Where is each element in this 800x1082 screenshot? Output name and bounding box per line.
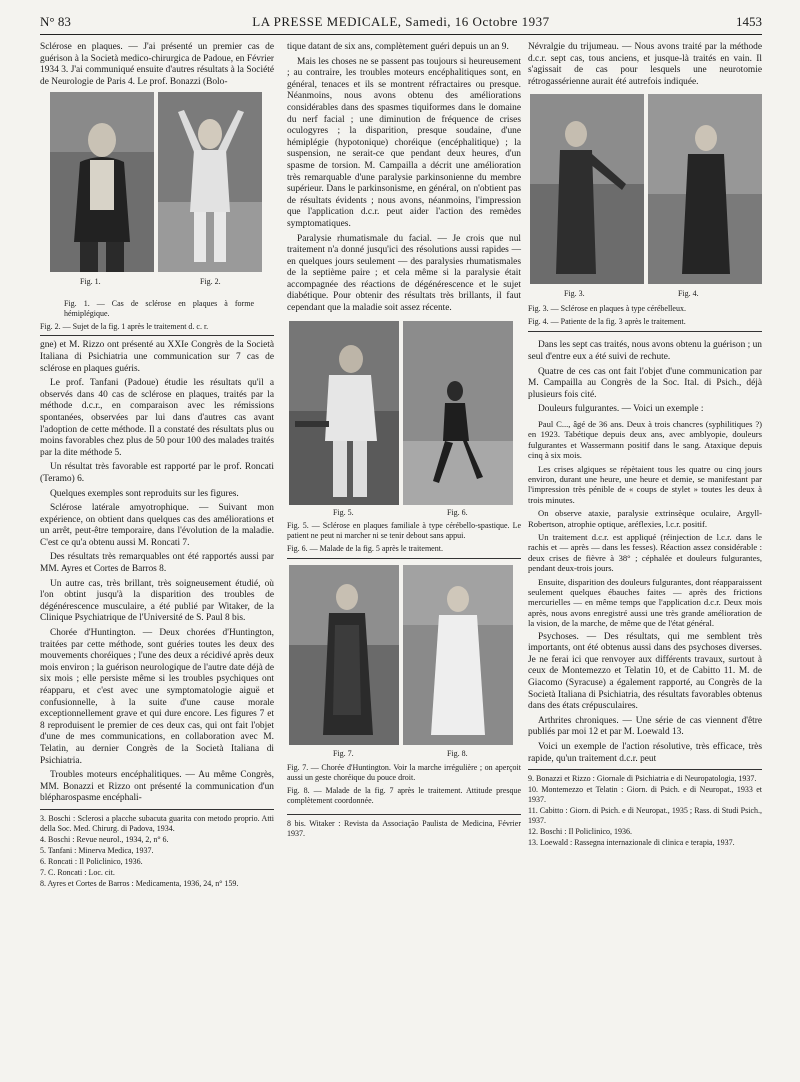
figure-label: Fig. 4.: [678, 289, 699, 299]
footnote: 11. Cabitto : Giorn. di Psich. e di Neuropat., 1935 ; Rass. di Studi Psich., 1937.: [528, 806, 762, 826]
footnote: 10. Montemezzo et Telatin : Giorn. di Psich. e di Neuropat., 1933 et 1937.: [528, 785, 762, 805]
figure-caption: Fig. 1. — Cas de sclérose en plaques à forme hémiplégique.: [64, 299, 254, 319]
column-3: [528, 42, 762, 849]
figure-caption: Fig. 2. — Sujet de la fig. 1 après le traitement d. c. r.: [40, 322, 209, 332]
footnote-rule: [528, 769, 762, 770]
footnote: 7. C. Roncati : Loc. cit.: [40, 867, 115, 877]
photo-fig-8: [403, 565, 513, 745]
footnote: 8 bis. Witaker : Revista da Associação Paulista de Medicina, Février 1937.: [287, 818, 521, 838]
footnote: 8. Ayres et Cortes de Barros : Medicamenta, 1936, 24, n° 159.: [40, 878, 239, 888]
footnote-rule: [40, 809, 274, 810]
column-1: [40, 42, 274, 890]
footnote: 9. Bonazzi et Rizzo : Giornale di Psichiatria e di Neuropatologia, 1937.: [528, 774, 757, 784]
paragraph: Voici un exemple de l'action résolutive, très efficace, très rapide, qu'un traitement d.c.r. peut: [528, 742, 762, 764]
paragraph: Sclérose en plaques. — J'ai présenté un premier cas de guérison à la Società medico-chirurgica de Padoue, en Février 1934 3. J'ai communiqué ensuite d'autres résultats à la Société de Neurologie de Paris 4. Le prof. Bonazzi (Bolo-: [40, 42, 274, 87]
paragraph: Un traitement d.c.r. est appliqué (réinjection de l.c.r. dans le rachis et — après — dans les fesses). Réaction assez considérable : deux crises de fièvre à 38° ; céphalée et douleurs fulgurantes, pendant deux-trois jours.: [528, 532, 762, 574]
page-header: [40, 14, 762, 34]
paragraph: Mais les choses ne se passent pas toujours si heureusement ; au contraire, les troubles moteurs encéphalitiques sont, en général, tenaces et ils se montrent réfractaires ou presque. Néanmoins, nous avons obtenu des améliorations considérables dans des spasmes tiquiformes dans le domaine du nerf facial ; une diminution de fréquence de crises oculogyres ; la disparition, presque soudaine, d'une hémiplégie (hypotonique) choréique (encéphalitique) ; la suspension, ne serait-ce que pendant deux heures, d'un spasme de torsion. M. Campailla a décrit une amélioration très remarquable d'une paralysie parkinsonienne du membre supérieur. Dans le parkinsonisme, en général, on n'obtient pas de résultats évidents ; nous avons, néanmoins, l'impression que l'application d.c.r. peut aider l'action des remèdes symptomatiques.: [287, 56, 521, 229]
paragraph: Névralgie du trijumeau. — Nous avons traité par la méthode d.c.r. sept cas, tous anciens, et jusque-là traités en vain. Il s'agissait de cas pour lesquels une neurotomie rétrogassérienne aurait été autrefois indiquée.: [528, 42, 762, 87]
figure-label: Fig. 2.: [200, 277, 221, 287]
paragraph: Paul C..., âgé de 36 ans. Deux à trois chancres (syphilitiques ?) en 1923. Tabétique depuis deux ans, avec amblyopie, douleurs fulgurantes et Wassermann positif dans le sang. Ataxique depuis cinq à six mois.: [528, 418, 762, 461]
figure-caption: Fig. 3. — Sclérose en plaques à type cérébelleux.: [528, 304, 686, 314]
figure-caption: Fig. 5. — Sclérose en plaques familiale à type cérébello-spastique. Le patient ne peut ni marcher ni se tenir debout sans appui.: [287, 520, 521, 540]
paragraph: Ensuite, disparition des douleurs fulgurantes, dont réapparaissent seulement quelques ébauches faites — après des frictions mercurielles — en même temps que l'application d.c.r. Deux mois après, nous avons enregistré aussi une très grande amélioration de la vision, de la marche, de même que de l'état général.: [528, 576, 762, 629]
figure-label: Fig. 5.: [333, 507, 354, 517]
footnotes: [287, 819, 521, 839]
figure-caption: Fig. 7. — Chorée d'Huntington. Voir la marche irrégulière ; on aperçoit aussi un geste choréique du pouce droit.: [287, 762, 521, 782]
figure-caption: Fig. 4. — Patiente de la fig. 3 après le traitement.: [528, 317, 686, 327]
paragraph: On observe ataxie, paralysie extrinsèque oculaire, Argyll-Robertson, atrophie optique, aréflexies, l.c.r. positif.: [528, 508, 762, 529]
paragraph: Paralysie rhumatismale du facial. — Je crois que nul traitement n'a donné jusqu'ici des résolutions aussi rapides — en quelques jours seulement — des paralysies rhumatismales de la septième paire ; et cela même si la paralysie était accompagnée des réactions de dégénérescence et le sujet diabétique. Pour obtenir des résultats très brillants, il faut cependant que la maladie soit assez récente.: [287, 233, 521, 314]
figure-label: Fig. 3.: [564, 289, 585, 299]
paragraph: Les crises algiques se répètaient tous les quatre ou cinq jours environ, durant une heure, une heure et demie, se manifestant par l'impression très pénible de « coups de stylet » toutes les deux à trois minutes.: [528, 463, 762, 505]
figure-label: Fig. 6.: [447, 507, 468, 517]
paragraph: tique datant de six ans, complètement guéri depuis un an 9.: [287, 42, 509, 52]
figure-label: Fig. 1.: [80, 277, 101, 287]
paragraph: Chorée d'Huntington. — Deux chorées d'Huntington, traitées par cette méthode, sont guéries toutes les deux des mouvements choréiques ; l'une des deux a récidivé après deux mois environ ; la guérison neurologique de l'autre date déjà de six mois ; elle persiste même si les troubles psychiques ont réapparu, et c'est avec une symptomatologie aiguë et confusionnelle, à la suite d'une cause morale exceptionnellement grave et qui dure encore. Les figures 7 et 8 reproduisent le premier de ces deux cas, qui ont fait l'objet d'une de mes communications, en collaboration avec M. Telatin, au dernier Congrès de la Società Italiana di Psichiatria.: [40, 628, 274, 766]
page-number: 1453: [736, 14, 762, 29]
footnote: 13. Loewald : Rassegna internazionale di clinica e terapia, 1937.: [528, 838, 735, 848]
footnotes: [528, 774, 762, 848]
paragraph: Un autre cas, très brillant, très soigneusement étudié, où l'on obtint jusqu'à la disparition des troubles de dégénérescence musculaire, a été publié par Witaker, de la Clinique Psychiatrique de l'Université de S. Paul 8 bis.: [40, 578, 274, 624]
journal-title: LA PRESSE MEDICALE, Samedi, 16 Octobre 1937: [252, 14, 550, 29]
figure-3-4: [528, 94, 762, 302]
paragraph: Douleurs fulgurantes. — Voici un exemple :: [538, 404, 704, 415]
paragraph: Sclérose latérale amyotrophique. — Suivant mon expérience, on obtient dans quelques cas des améliorations et un arrêt, peut-être temporaire, dans l'évolution de la maladie. C'est ce qu'a obtenu aussi M. Roncati 7.: [40, 503, 274, 548]
photo-fig-2: [158, 92, 262, 272]
footnotes: [40, 814, 274, 889]
footnote: 4. Boschi : Revue neurol., 1934, 2, n° 6.: [40, 834, 169, 844]
footnote: 6. Roncati : Il Policlinico, 1936.: [40, 856, 143, 866]
paragraph: Troubles moteurs encéphalitiques. — Au même Congrès, MM. Bonazzi et Rizzo ont présenté la communication d'un blépharospasme encéphali-: [40, 770, 274, 804]
paragraph: Dans les sept cas traités, nous avons obtenu la guérison ; un seul d'entre eux a été suivi de rechute.: [528, 340, 762, 362]
footnote-rule: [287, 814, 521, 815]
figure-1-2: [40, 92, 274, 297]
paragraph: Arthrites chroniques. — Une série de cas viennent d'être publiés par moi 12 et par M. Loewald 13.: [528, 715, 762, 738]
photo-fig-5: [289, 321, 399, 505]
paragraph: Quelques exemples sont reproduits sur les figures.: [50, 488, 239, 499]
figure-caption: Fig. 6. — Malade de la fig. 5 après le traitement.: [287, 543, 443, 553]
paragraph: Des résultats très remarquables ont été rapportés aussi par MM. Ayres et Cortes de Barros 8.: [40, 552, 274, 575]
paragraph: Quatre de ces cas ont fait l'objet d'une communication par M. Campailla au Congrès de la Soc. Ital. di Psich., déjà plusieurs fois cité.: [528, 366, 762, 400]
photo-fig-4: [648, 94, 762, 284]
figure-5-6: [287, 321, 521, 519]
footnote: 3. Boschi : Sclerosi a placche subacuta guarita con metodo proprio. Atti della Soc. Med. Chirurg. di Padova, 1934.: [40, 813, 274, 833]
issue-number: N° 83: [40, 14, 71, 29]
paragraph: gne) et M. Rizzo ont présenté au XXIe Congrès de la Società Italiana di Psichiatria une communication sur 7 cas de sclérose en plaques guéris.: [40, 340, 274, 374]
header-rule: [40, 34, 762, 35]
photo-fig-6: [403, 321, 513, 505]
figure-7-8: [287, 565, 521, 761]
footnote: 12. Boschi : Il Policlinico, 1936.: [528, 827, 632, 837]
figure-caption: Fig. 8. — Malade de la fig. 7 après le traitement. Attitude presque complètement coordonnée.: [287, 785, 521, 805]
figure-label: Fig. 7.: [333, 748, 354, 758]
paragraph: Un résultat très favorable est rapporté par le prof. Roncati (Teramo) 6.: [40, 462, 274, 484]
paragraph: Psychoses. — Des résultats, qui me semblent très importants, ont été obtenus aussi dans des psychoses diverses. Je ne ferai ici que renvoyer aux différents travaux, surtout à ceux de Montemezzo et Telatin 10, et de Cabitto 11. M. de Giacomo (Syracuse) a également rapporté, au Congrès de la Società Italiana di Psichiatria, des résultats favorables obtenus dans des états crépusculaires.: [528, 631, 762, 712]
photo-fig-1: [50, 92, 154, 272]
figure-label: Fig. 8.: [447, 748, 468, 758]
column-2: [287, 42, 521, 840]
footnote: 5. Tanfani : Minerva Medica, 1937.: [40, 845, 154, 855]
paragraph: Le prof. Tanfani (Padoue) étudie les résultats qu'il a observés dans 40 cas de sclérose en plaques, traités par la méthode d.c.r., en comparaison avec les rémissions spontanées, observées par lui dans d'autres cas avant l'adoption de cette méthode. Il a constaté des résultats plus ou moins favorables chez plus de 50 pour 100 des malades traités par la dite méthode 5.: [40, 378, 274, 458]
photo-fig-3: [530, 94, 644, 284]
photo-fig-7: [289, 565, 399, 745]
